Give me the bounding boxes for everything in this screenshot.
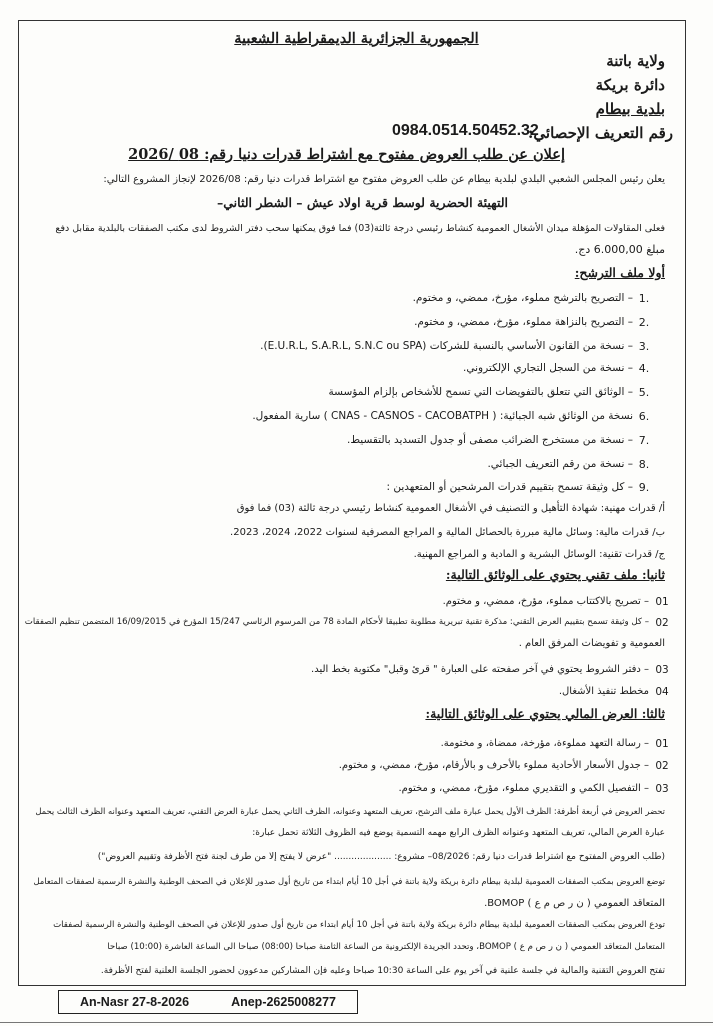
item-number: 5. bbox=[638, 386, 650, 399]
item-number: 2. bbox=[638, 316, 650, 329]
section2-title: ثانيا: ملف تقني يحتوي على الوثائق التالية: bbox=[445, 567, 665, 582]
bottom-divider bbox=[0, 1022, 713, 1023]
section2-item: مخطط تنفيذ الأشغال. bbox=[558, 686, 649, 697]
closing-line: (طلب العروض المفتوح مع اشتراط قدرات دنيا رقم: 08/2026– مشروع: .................... "عرض لا يفتح إلا من طرف لجنة فتح الأظرفة وتقييم العروض") bbox=[97, 852, 665, 862]
republic-heading: الجمهورية الجزائرية الديمقراطية الشعبية bbox=[234, 30, 479, 47]
section1-item: – التصريح بالترشح مملوء، مؤرخ، ممضي، و مختوم. bbox=[412, 292, 633, 304]
item-number: 01 bbox=[655, 738, 669, 750]
announcement-title: إعلان عن طلب العروض مفتوح مع اشتراط قدرات دنيا رقم: 08 /2026 bbox=[128, 146, 565, 163]
section1-item: – نسخة من السجل التجاري الإلكتروني. bbox=[463, 362, 633, 374]
item-number: 02 bbox=[655, 617, 669, 629]
statistical-id-value: 0984.0514.50452.32 bbox=[392, 122, 539, 139]
section1-item: – كل وثيقة تسمح بتقييم قدرات المرشحين أو المتعهدين : bbox=[386, 481, 633, 493]
item-number: 6. bbox=[638, 410, 650, 423]
wilaya-label: ولاية باتنة bbox=[606, 52, 665, 70]
anep-reference: Anep-2625008277 bbox=[231, 995, 336, 1009]
item-number: 01 bbox=[655, 596, 669, 608]
closing-line: المتعاقد العمومي ( ن ر ص م ع ) BOMOP. bbox=[484, 898, 665, 909]
item-number: 9. bbox=[638, 481, 650, 494]
section1-item: – التصريح بالنزاهة مملوء، مؤرخ، ممضي، و مختوم. bbox=[414, 316, 633, 328]
eligibility-fee: مبلغ 6.000,00 دج. bbox=[574, 243, 665, 256]
item-number: 8. bbox=[638, 458, 650, 471]
section2-item-continuation: العمومية و تفويضات المرفق العام . bbox=[518, 638, 665, 649]
item-number: 03 bbox=[655, 783, 669, 795]
section1-item: – نسخة من مستخرج الضرائب مصفى أو جدول التسديد بالتقسيط. bbox=[347, 434, 633, 446]
capacity-technical: ج/ قدرات تقنية: الوسائل البشرية و المادية و المراجع المهنية. bbox=[413, 549, 665, 560]
intro-text: يعلن رئيس المجلس الشعبي البلدي لبلدية بيطام عن طلب العروض مفتوح مع اشتراط قدرات دنيا رقم: 2026/08 لإنجاز المشروع التالي: bbox=[103, 174, 665, 185]
section1-item: – نسخة من القانون الأساسي بالنسبة للشركات (E.U.R.L, S.A.R.L, S.N.C ou SPA). bbox=[260, 340, 633, 352]
publication-footer bbox=[58, 990, 358, 1014]
newspaper-reference: An-Nasr 27-8-2026 bbox=[79, 995, 190, 1009]
section2-item: – كل وثيقة تسمح بتقييم العرض التقني: مذكرة تقنية تبريرية مطلوبة تطبيقا لأحكام المادة 78 من المرسوم الرئاسي 15/247 المؤرخ في 16/09/2015 المتضمن تنظيم الصفقات bbox=[24, 617, 649, 627]
closing-line: عبارة العرض المالي، تعريف المتعهد وعنوانه الظرف الرابع مهمه التسمية يوضع فيه الظروف الثلاثة تحمل عبارة: bbox=[252, 828, 665, 838]
closing-line: تحضر العروض في أربعة أظرفة: الظرف الأول يحمل عبارة ملف الترشح، تعريف المتعهد وعنوانه، الظرف الثاني يحمل عبارة العرض التقني، تعريف المتعهد وعنوانه الظرف الثالث يحمل bbox=[35, 806, 665, 816]
section3-item: – رسالة التعهد مملوءة، مؤرخة، ممضاة، و مختومة. bbox=[440, 738, 649, 749]
section2-item: – تصريح بالاكتتاب مملوء، مؤرخ، ممضي، و مختوم. bbox=[442, 596, 649, 607]
section2-item: – دفتر الشروط يحتوي في آخر صفحته على العبارة " قرئ وقبل" مكتوبة بخط اليد. bbox=[311, 664, 649, 675]
commune-label: بلدية بيطام bbox=[595, 100, 665, 118]
item-number: 4. bbox=[638, 362, 650, 375]
item-number: 1. bbox=[638, 292, 650, 305]
section1-item: نسخة من الوثائق شبه الجبائية: ( CNAS - CASNOS - CACOBATPH ) سارية المفعول. bbox=[252, 410, 633, 422]
closing-line: المتعامل المتعاقد العمومي ( ن ر ص م ع ) BOMOP، وتحدد الجريدة الإلكترونية من الساعة الثامنة صباحا (08:00) صباحا الى الساعة العاشرة (10:00) صباحا bbox=[107, 942, 665, 952]
section3-item: – جدول الأسعار الأحادية مملوء بالأحرف و بالأرقام، مؤرخ، ممضي، و مختوم. bbox=[338, 760, 649, 771]
item-number: 3. bbox=[638, 340, 650, 353]
daira-label: دائرة بريكة bbox=[595, 76, 665, 94]
closing-line: تفتح العروض التقنية والمالية في جلسة علنية في آخر يوم على الساعة 10:30 صباحا وعليه فإن المشاركين مدعوون لحضور الجلسة العلنية لفتح الأظرفة. bbox=[100, 966, 665, 976]
statistical-id-label: رقم التعريف الإحصائي: bbox=[527, 124, 673, 142]
item-number: 7. bbox=[638, 434, 650, 447]
item-number: 02 bbox=[655, 760, 669, 772]
section3-title: ثالثا: العرض المالي يحتوي على الوثائق التالية: bbox=[425, 706, 665, 721]
closing-line: تودع العروض بمكتب الصفقات العمومية لبلدية بيطام دائرة بريكة ولاية باتنة في أجل 10 أيام ابتداء من تاريخ أول صدور للإعلان في الصحف الوطنية والنشرة الرسمية لصفقات bbox=[53, 920, 665, 930]
item-number: 03 bbox=[655, 664, 669, 676]
item-number: 04 bbox=[655, 686, 669, 698]
closing-line: توضع العروض بمكتب الصفقات العمومية لبلدية بيطام دائرة بريكة ولاية باتنة في أجل 10 أيام ابتداء من تاريخ أول صدور للإعلان في الصحف الوطنية والنشرة الرسمية لصفقات المتعامل bbox=[33, 876, 665, 886]
section1-title: أولا ملف الترشح: bbox=[574, 265, 665, 280]
capacity-financial: ب/ قدرات مالية: وسائل مالية مبررة بالحصائل المالية و المراجع المصرفية لسنوات 2022، 2024، 2023. bbox=[230, 527, 665, 538]
capacity-professional: أ/ قدرات مهنية: شهادة التأهيل و التصنيف في الأشغال العمومية كنشاط رئيسي درجة ثالثة (03) فما فوق bbox=[236, 503, 665, 514]
section3-item: – التفصيل الكمي و التقديري مملوء، مؤرخ، ممضي، و مختوم. bbox=[398, 783, 649, 794]
section1-item: – نسخة من رقم التعريف الجبائي. bbox=[487, 458, 633, 470]
project-name: التهيئة الحضرية لوسط قرية اولاد عيش – الشطر الثاني– bbox=[216, 195, 508, 210]
eligibility-text: فعلى المقاولات المؤهلة ميدان الأشغال العمومية كنشاط رئيسي درجة ثالثة(03) فما فوق يمكنها سحب دفتر الشروط لدى مكتب الصفقات بالبلدية مقابل دفع bbox=[55, 223, 665, 234]
section1-item: – الوثائق التي تتعلق بالتفويضات التي تسمح للأشخاص بإلزام المؤسسة bbox=[328, 386, 633, 398]
